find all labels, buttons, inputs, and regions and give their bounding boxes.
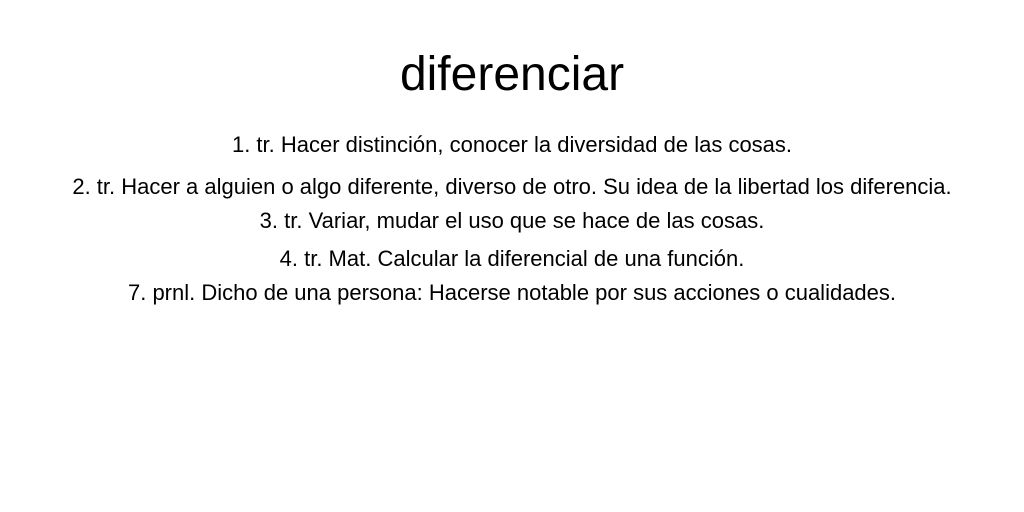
definition-4: 4. tr. Mat. Calcular la diferencial de una función.: [279, 246, 745, 271]
definitions-list: [60, 131, 964, 307]
definition-1: 1. tr. Hacer distinción, conocer la diversidad de las cosas.: [231, 132, 793, 157]
definition-3: 3. tr. Variar, mudar el uso que se hace de las cosas.: [259, 208, 765, 233]
definition-7: 7. prnl. Dicho de una persona: Hacerse notable por sus acciones o cualidades.: [127, 280, 897, 305]
entry-word: diferenciar: [399, 48, 625, 101]
definition-2: 2. tr. Hacer a alguien o algo diferente, diverso de otro. Su idea de la libertad los diferencia.: [72, 174, 952, 199]
